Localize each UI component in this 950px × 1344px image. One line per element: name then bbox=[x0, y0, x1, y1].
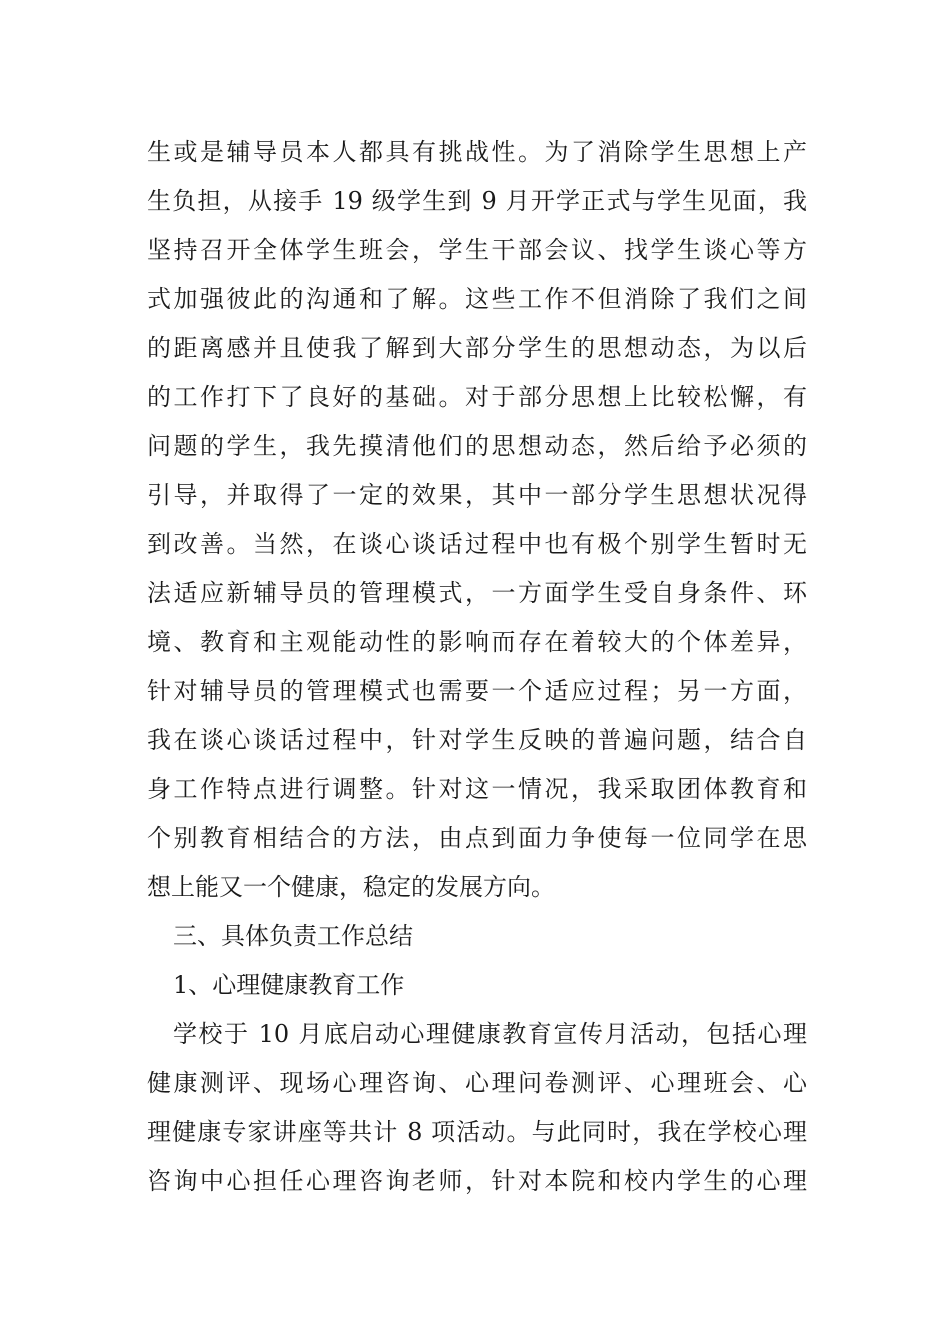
text-line: 我在谈心谈话过程中，针对学生反映的普遍问题，结合自 bbox=[147, 726, 807, 754]
text-line: 法适应新辅导员的管理模式，一方面学生受自身条件、环 bbox=[147, 579, 807, 607]
subsection-heading: 1、心理健康教育工作 bbox=[173, 971, 405, 999]
section-heading: 三、具体负责工作总结 bbox=[173, 922, 413, 950]
body-text bbox=[147, 128, 807, 1206]
text-line: 境、教育和主观能动性的影响而存在着较大的个体差异， bbox=[147, 628, 807, 656]
text-line: 理健康专家讲座等共计 8 项活动。与此同时，我在学校心理 bbox=[147, 1118, 807, 1146]
text-line: 身工作特点进行调整。针对这一情况，我采取团体教育和 bbox=[147, 775, 807, 803]
text-line: 式加强彼此的沟通和了解。这些工作不但消除了我们之间 bbox=[147, 285, 807, 313]
text-line: 引导，并取得了一定的效果，其中一部分学生思想状况得 bbox=[147, 481, 807, 509]
text-line: 坚持召开全体学生班会，学生干部会议、找学生谈心等方 bbox=[147, 236, 807, 264]
text-line: 问题的学生，我先摸清他们的思想动态，然后给予必须的 bbox=[147, 432, 807, 460]
text-line: 的工作打下了良好的基础。对于部分思想上比较松懈，有 bbox=[147, 383, 807, 411]
text-line: 健康测评、现场心理咨询、心理问卷测评、心理班会、心 bbox=[147, 1069, 807, 1097]
text-line: 的距离感并且使我了解到大部分学生的思想动态，为以后 bbox=[147, 334, 807, 362]
text-line: 针对辅导员的管理模式也需要一个适应过程；另一方面， bbox=[147, 677, 807, 705]
text-line: 到改善。当然，在谈心谈话过程中也有极个别学生暂时无 bbox=[147, 530, 807, 558]
text-line: 个别教育相结合的方法，由点到面力争使每一位同学在思 bbox=[147, 824, 807, 852]
text-line: 想上能又一个健康，稳定的发展方向。 bbox=[147, 873, 555, 901]
text-line: 学校于 10 月底启动心理健康教育宣传月活动，包括心理 bbox=[173, 1020, 807, 1048]
text-line: 生负担，从接手 19 级学生到 9 月开学正式与学生见面，我 bbox=[147, 187, 807, 215]
text-line: 咨询中心担任心理咨询老师，针对本院和校内学生的心理 bbox=[147, 1167, 807, 1195]
text-line: 生或是辅导员本人都具有挑战性。为了消除学生思想上产 bbox=[147, 138, 807, 166]
